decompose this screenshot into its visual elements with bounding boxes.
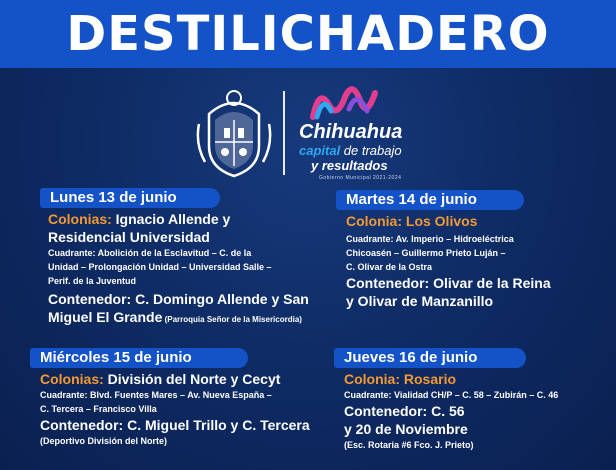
logo-divider — [283, 91, 285, 175]
day-pill-jueves: Jueves 16 de junio — [334, 348, 526, 368]
contenedor-line: Miguel El Grande — [48, 309, 163, 325]
municipal-seal-icon — [195, 84, 273, 182]
brand-name: Chihuahua — [299, 120, 403, 143]
contenedor-line: Contenedor: C. Domingo Allende y San — [48, 291, 309, 307]
schedule-jueves — [344, 370, 558, 452]
schedule-martes — [346, 212, 551, 310]
logo-area — [195, 80, 435, 185]
contenedor-line: Contenedor: C. Miguel Trillo y C. Tercera — [40, 417, 310, 433]
day-pill-martes: Martes 14 de junio — [336, 190, 524, 210]
brand-slogan-1: capital de trabajo — [299, 142, 402, 158]
schedule-miercoles — [40, 370, 310, 448]
contenedor-note: (Esc. Rotaria #6 Fco. J. Prieto) — [344, 440, 474, 450]
cuadrante-line: Perif. de la Juventud — [48, 276, 137, 286]
brand-gobierno: Gobierno Municipal 2021-2024 — [319, 174, 402, 181]
colonias-value: Los Olivos — [402, 213, 478, 229]
contenedor-line: y Olivar de Manzanillo — [346, 293, 494, 309]
cuadrante-line: C. Olivar de la Ostra — [346, 262, 433, 272]
chihuahua-brand-logo — [299, 83, 419, 183]
cuadrante-line: C. Tercera – Francisco Villa — [40, 404, 157, 414]
cuadrante-line: Cuadrante: Vialidad CH/P – C. 58 – Zubirán – C. 46 — [344, 390, 559, 400]
colonias-value: Rosario — [400, 371, 457, 387]
brand-slogan-2: y resultados — [311, 157, 388, 173]
cuadrante-line: Unidad – Prolongación Unidad – Universidad Salle – — [48, 262, 272, 272]
contenedor-line: Contenedor: Olivar de la Reina — [346, 275, 551, 291]
schedule-lunes — [48, 210, 309, 329]
colonias-label: Colonias: — [40, 371, 104, 387]
colonias-value: Ignacio Allende y — [111, 211, 231, 227]
day-pill-miercoles: Miércoles 15 de junio — [30, 348, 248, 368]
contenedor-line: Contenedor: C. 56 — [344, 403, 465, 419]
contenedor-note: (Deportivo División del Norte) — [40, 436, 168, 446]
colonias-label: Colonia: — [344, 371, 400, 387]
day-pill-lunes: Lunes 13 de junio — [40, 188, 220, 208]
title-banner — [0, 0, 616, 68]
colonias-label: Colonias: — [48, 211, 112, 227]
cuadrante-line: Cuadrante: Av. Imperio – Hidroeléctrica — [346, 234, 514, 244]
colonias-value: División del Norte y Cecyt — [103, 371, 281, 387]
wave-logo-icon — [309, 83, 379, 121]
cuadrante-line: Chicoasén – Guillermo Prieto Luján – — [346, 248, 506, 258]
colonias-value-cont: Residencial Universidad — [48, 229, 210, 245]
contenedor-line: y 20 de Noviembre — [344, 421, 468, 437]
colonias-label: Colonia: — [346, 213, 402, 229]
cuadrante-line: Cuadrante: Blvd. Fuentes Mares – Av. Nueva España – — [40, 390, 272, 400]
contenedor-note: (Parroquia Señor de la Misericordia) — [162, 315, 302, 324]
page-title: DESTILICHADERO — [66, 6, 550, 62]
cuadrante-line: Cuadrante: Abolición de la Esclavitud – C. de la — [48, 248, 252, 258]
